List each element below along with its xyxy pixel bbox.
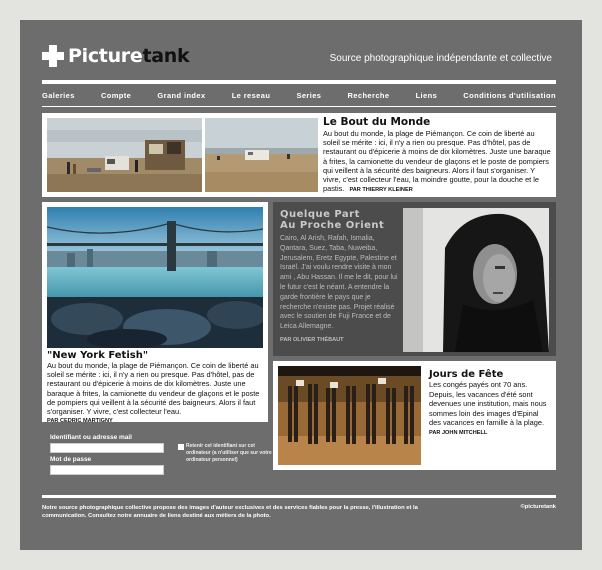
article-jours-de-fete [273,361,556,470]
article-title-line2[interactable]: Au Proche Orient [280,220,385,231]
article-credit[interactable]: PAR THIERRY KLEINER [349,187,413,194]
photo-veiled-woman[interactable] [403,208,549,352]
article-bout-du-monde [42,113,556,197]
nav-series[interactable]: Series [296,91,322,100]
article-title[interactable]: "New York Fetish" [47,350,149,361]
logo[interactable] [42,43,189,69]
article-credit[interactable]: PAR OLIVIER THÉBAUT [280,336,344,343]
remember-checkbox[interactable] [178,444,184,450]
nav-le-reseau[interactable]: Le reseau [231,91,271,100]
page-frame [20,20,582,550]
article-text: Au bout du monde, la plage de Piémançon. Ce coin de liberté au soleil se mérite : ici, il n'y a rien ou presque. Pas d'hôtel, pas de restaurant ou d'épicerie à moins de dix kilomètres. Juste une baraque à frites, la camionette du vendeur de glaçons et le poste de pompiers qui veillent à la sécurité des baigneurs. Alors il faut s'organiser. Y vivre, c'est collecteur l'eau, la moindre goutte, pour la douche et le pastis. [323,129,551,194]
nav-divider [42,106,556,107]
footer-divider [42,495,556,498]
article-title-line1[interactable]: Quelque Part [280,209,360,220]
id-label: Identifiant ou adresse mail [50,434,132,441]
article-credit[interactable]: PAR CEDRIC MARTIGNY [47,418,113,425]
photo-beach-shack[interactable] [47,118,202,192]
tagline: Source photographique indépendante et collective [329,53,552,64]
article-text: Au bout du monde, la plage de Piémançon. Ce coin de liberté au soleil se mérite : ici, il n'y a rien ou presque. Pas d'hôtel, pas de restaurant ou d'épicerie à moins de dix kilomètres. Juste une baraque à frites, la camionette du vendeur de glaçons et le poste de pompiers qui veillent à la sécurité des baigneurs. Alors il faut s'organiser. Y vivre, c'est collecteur l'eau. [47,361,260,417]
article-new-york-fetish [42,202,268,425]
footer-copyright: ©picturetank [520,504,556,510]
article-text: Les congés payés ont 70 ans. Depuis, les vacances d'été sont devenues une institution, mais nous sommes loin des images d'Epinal des vacances en famille à la plage. [429,380,547,428]
main-nav [42,91,556,100]
password-input[interactable] [50,465,164,475]
footer-text: Notre source photographique collective propose des images d'auteur exclusives et des services fiables pour la presse, l'illustration et la communication. Consultez notre annuaire de liens destiné aux métiers de la photo. [42,505,418,519]
article-quelque-part [273,202,556,356]
remember-label: Retenir cet identifiant sur cet ordinateur (a n'utiliser que sur votre ordinateur personnel) [186,443,272,463]
nav-conditions[interactable]: Conditions d'utilisation [463,91,556,100]
nav-recherche[interactable]: Recherche [347,91,390,100]
photo-new-york-bridge[interactable] [47,207,263,348]
brand-name: Picturetank [68,45,190,67]
nav-compte[interactable]: Compte [100,91,132,100]
header-divider [42,80,556,84]
article-credit[interactable]: PAR JOHN MITCHELL [429,429,488,436]
photo-beach-caravan[interactable] [205,118,318,192]
nav-grand-index[interactable]: Grand index [157,91,206,100]
photo-dancers-legs[interactable] [278,366,421,465]
password-label: Mot de passe [50,456,92,463]
article-title[interactable]: Le Bout du Monde [323,116,431,128]
picturetank-logo-icon [42,45,64,67]
nav-liens[interactable]: Liens [415,91,438,100]
article-text: Cairo, Al Arish, Rafah, Ismalia, Qantara, Suez, Taba, Nuweiba, Jerusalem, Eretz Egypte, Palestine et Israël. J'ai voulu rendre visite à mon ami , Abu Hassan. Il me le dit, pour lui le futur c'est le néant. A entendre la garde frontière le pays que je recherche n'existe pas. Projet réalisé avec le soutien de Fuji France et de Leica Allemagne. [280,235,398,331]
article-title[interactable]: Jours de Fête [429,369,504,380]
nav-galeries[interactable]: Galeries [42,91,75,100]
id-input[interactable] [50,443,164,453]
